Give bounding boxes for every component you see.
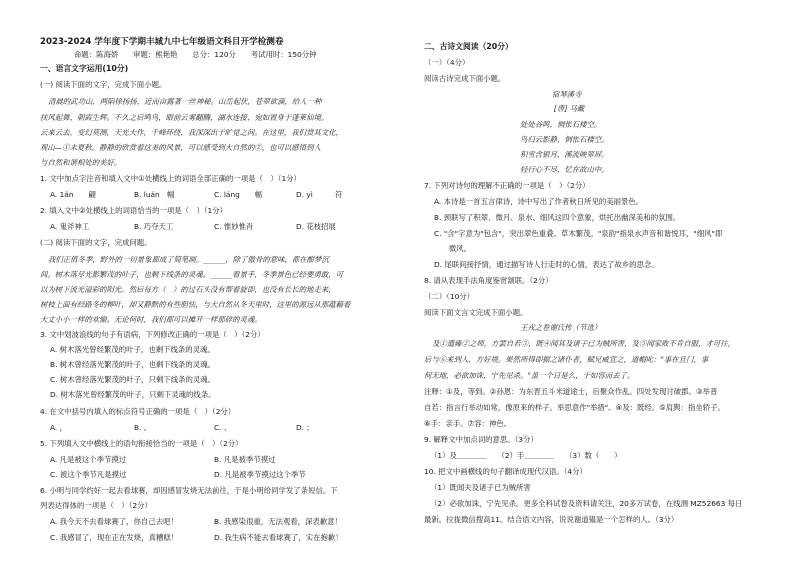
q5-option-c: C. 被这个季节凡是摸过 [50, 470, 127, 479]
q4-option-b: B. 。 [134, 423, 152, 432]
q1-option-a: A. 1ǎn 翩 [50, 190, 96, 199]
question-1: 1. 文中加点字注音和填入文中①处横线上的词语全部正确的一项是（ ）（1分） [40, 174, 301, 183]
q10-item-3: 最新。拉拢微信搜高11。结合语文内容，说说谢道韫是一个怎样的人。（3分） [424, 515, 679, 524]
q5-option-a: A. 凡是被这个季节摸过 [50, 455, 127, 464]
notes-line: 自若：指言行举动如常，像原来的样子。举思意作"举措"。④及：既经。⑤肩舆：指坐轿子。 [424, 403, 725, 412]
question-3: 3. 文中划波浪线的句子有语病，下列修改正确的一项是（ ）（2分） [40, 330, 265, 339]
q3-option-d: D. 树木落光曾经繁茂的叶子，只剩下灵魂的线条。 [50, 390, 216, 399]
q7-option-a: A. 本诗是一首五言律诗，诗中写出了作者秋日所见的美丽景色。 [434, 197, 644, 206]
q6-option-d: D. 我生病不能去看球赛了，实在抱歉！ [214, 533, 343, 542]
q1-option-b: B. luán 幅 [134, 190, 175, 199]
passage1-line: 观山—①未夏秋。静静的欣赏着这美的风景，可以感受到大自然的②，也可以感悟到人 [40, 143, 321, 152]
question-6-line: 列表达得体的一项是（ ）（2分） [40, 501, 152, 510]
passage1-line: 与自然和谐相处的美好。 [40, 158, 122, 167]
passage2-line: 以为树下流光溢彩的阳光。然后每方（ ）的过石头没有帮着旋即，也没有长长的地走来， [40, 285, 336, 294]
q5-option-d: D. 凡是被季节摸过这个季节 [214, 470, 306, 479]
q6-option-c: C. 我感冒了，现在正在发烧，真糟糕！ [50, 533, 179, 542]
q1-option-d: D. yì 符 [296, 190, 343, 199]
prose-instruction: 阅读下面文言文完成下面小题。 [424, 308, 528, 317]
q6-option-b: B. 我感染很重，无法观看，深表歉意！ [214, 517, 343, 526]
passage2-line: 间。树木落尽光影繁茂的叶子，也剩下线条的灵魂。______看景手，冬季景色已经要勇敢，可 [40, 270, 344, 279]
question-7: 7. 下列对诗句的理解不正确的一项是（ ）（2分） [424, 181, 590, 190]
passage2-line: 大丈小小一样的欢愉。无论何时，我们都可以摊开一样那碎的灵魂。 [40, 315, 262, 324]
q7-option-b: B. 颈联写了积翠、微月、泉水、细风这四个意象，烘托出幽深美和的氛围。 [434, 213, 681, 222]
passage1-line: 云来云去，变幻莫测，天光大作，千峰环绕，我深深出于旷觉之问。在这里，我们赏其文化， [40, 128, 344, 137]
poem-title: 宿琴溪寺 [552, 90, 582, 99]
passage1-line: 清晨的武功山，两陷徐扬扬，近而亩露著一丝神秘。山岳起伏，苍翠欲滴，给人一种 [48, 97, 322, 106]
q2-option-d: D. 花枝招展 [296, 222, 336, 231]
question-6-line: 6. 小明与同学约好一起去看球赛，却因感冒发烧无法前往，于是小明给同学发了条短信。下 [40, 486, 338, 495]
question-2: 2. 填入文中②处横线上的词语恰当的一项是（ ）（1分） [40, 206, 228, 215]
poem-line: 轻行心不尽，忆在故山中。 [520, 165, 609, 174]
q2-option-b: B. 巧夺天工 [134, 222, 174, 231]
subsection-2-heading: (二) 阅读下面的文字，完成问题。 [40, 238, 152, 247]
q1-option-c: C. láng 幅 [214, 190, 262, 199]
part1-heading: 一、语言文字运用(10分) [40, 64, 129, 73]
passage1-line: 扶风起舞、朝霞生辉。不久之后鸣鸟，眼前云雾翻腾，湖水连接、宛如置身于蓬莱仙境。 [40, 113, 329, 122]
q10-item-2: （2）必欲加诛，宁先见杀。更多全科试卷及资料请关注，20多万试卷，在线测 MZ52663 每日 [430, 499, 743, 508]
q7-option-d: D. 尾联间接抒情，通过描写诗人行走时的心情，表达了故乡的思念。 [434, 260, 659, 269]
exam-meta: 命题：陈海娇 审题：熊艳艳 总分：120分 考试用时：150分钟 [74, 50, 317, 59]
prose-line: 何无地，必欲加诛，宁先见杀。"虽一个日是么，于如容而去了。 [424, 371, 635, 380]
q3-option-c: C. 树木曾经落光繁茂的叶子，只剩下线条的灵魂。 [50, 375, 216, 384]
prose-line: 后与⑥来到人，方好规。果然所得即据之诸仆者，赋兄威宣之，道帽叱："事在且门，事 [424, 355, 709, 364]
q4-option-a: A. ， [50, 423, 68, 432]
subsection-1-heading: （一）（4分） [424, 58, 470, 67]
q2-option-c: C. 惟妙惟肖 [214, 222, 254, 231]
poem-line: 处处谷鸣，惆怅石楼空。 [520, 120, 602, 129]
prose-title: 王戎之卷谢氏传（节选） [520, 323, 602, 332]
passage2-line: 树枝上面有经路冬的柳叶，却又静默的有些胆怯，与大自然从冬天里时，这里的源远从那蕴藉着 [40, 300, 351, 309]
passage2-line: 我们正值冬季，野外的一切景象都成了简笔画。______，除了傲骨的意味，都在酣梦沉 [48, 255, 329, 264]
poem-author: [唐] 马戴 [554, 104, 585, 113]
poem-line: 积雪含银月，溪流映翠屏。 [520, 150, 609, 159]
q7-option-c: C. "含"字意为"包含"，突出翠色重叠、草木繁茂。"泉韵"指泉水声音和谐悦耳，"细风"即 [434, 229, 723, 238]
exam-title: 2023-2024 学年度下学期丰城九中七年级语文科目开学检测卷 [40, 37, 284, 47]
q10-item-1: （1）既闻夫及诸子已为贼所害 [430, 483, 531, 492]
part2-heading: 二、古诗文阅读（20分） [424, 42, 513, 51]
q7-option-c-cont: 微风。 [434, 244, 471, 253]
q6-option-a: A. 我今天不去看球赛了，你自己去吧！ [50, 517, 178, 526]
q3-option-a: A. 树木落光曾经繁茂的叶子，也剩下线条的灵魂。 [50, 345, 215, 354]
question-4: 4. 在文中括号内填入的标点符号正确的一项是（ ）（2分） [40, 407, 236, 416]
question-8: 8. 请从表现手法角度鉴赏颔联。（2分） [424, 276, 553, 285]
q2-option-a: A. 鬼斧神工 [50, 222, 90, 231]
q3-option-b: B. 树木曾经落光繁茂的叶子，也剩下线条的灵魂。 [50, 360, 215, 369]
question-9: 9. 解释文中加点词的意思。（3分） [424, 435, 538, 444]
notes-line: 注释：①及，等到。②孙恩：为东晋五斗米道途士，后聚众作乱。四处发现讨破郡。③举普 [424, 387, 718, 396]
subsection-1-heading: (一) 阅读下面的文字，完成下面小题。 [40, 80, 167, 89]
notes-line: ⑥手：亲手。⑦容：神色。 [424, 419, 512, 428]
poem-instruction: 阅读古诗完成下面小题。 [424, 74, 506, 83]
q5-option-b: B. 凡是被季节摸过 [214, 455, 276, 464]
poem-line: 鸟归云影静，惆怅石楼空。 [520, 135, 609, 144]
question-10: 10. 把文中画横线的句子翻译成现代汉语。（4分） [424, 467, 587, 476]
prose-line: 及①遣雍②之师，方罢自若③，既④闻其及诸子已为贼所害，及⑤闻家败不肯自服，才可往， [432, 339, 736, 348]
q4-option-d: D. ； [296, 423, 314, 432]
q9-items: （1）及＿＿＿＿ （2）手＿＿＿＿ （3）数（ ） [430, 451, 622, 460]
subsection-2-heading: （二）（10分） [424, 292, 475, 301]
question-5: 5. 下列填入文中横线上的语句衔接恰当的一项是（ ）（2分） [40, 439, 243, 448]
q4-option-c: C. 、 [214, 423, 232, 432]
